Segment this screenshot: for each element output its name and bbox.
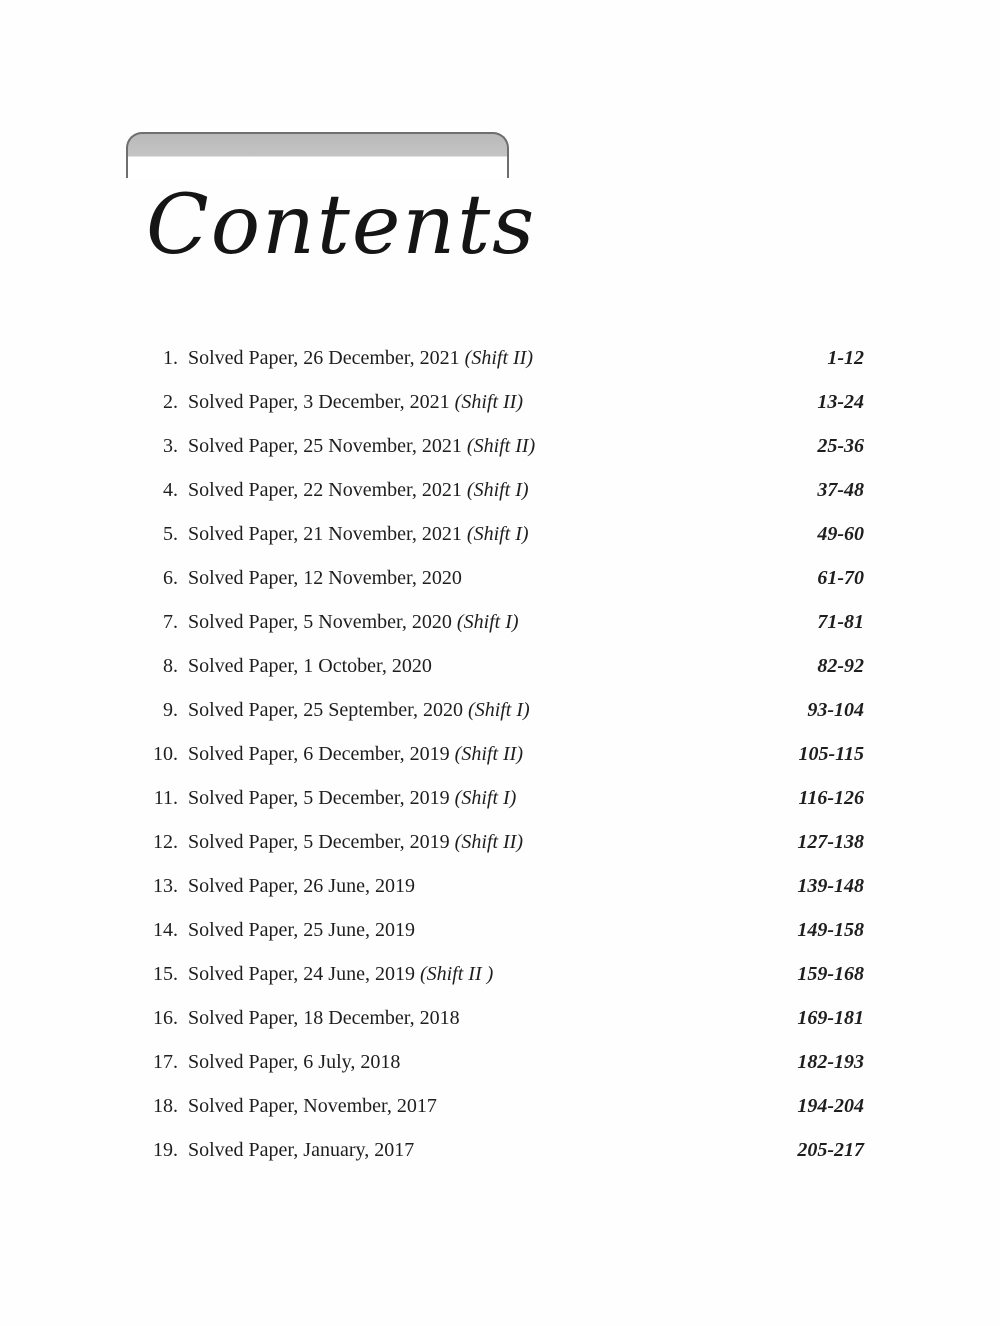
toc-entry-title-line	[188, 688, 530, 732]
toc-entry-pages: 169-181	[797, 1007, 864, 1029]
toc-entry-pages: 116-126	[798, 787, 864, 809]
toc-entry-shift: (Shift I)	[463, 699, 530, 721]
toc-entry-shift: (Shift II)	[461, 435, 536, 457]
toc-entry-pages: 13-24	[817, 391, 864, 413]
table-of-contents	[0, 336, 1000, 1172]
toc-entry-number: 11.	[153, 787, 178, 809]
toc-entry-title: Solved Paper, 18 December, 2018	[188, 1007, 460, 1029]
toc-entry-title: Solved Paper, 6 December, 2019	[188, 743, 450, 765]
toc-entry-number: 2.	[163, 391, 178, 413]
toc-entry-title-line	[188, 644, 432, 688]
toc-entry-number: 1.	[163, 347, 178, 369]
toc-entry-title-line	[188, 336, 533, 380]
toc-entry	[0, 556, 1000, 600]
toc-entry-title: Solved Paper, 26 December, 2021	[188, 347, 460, 369]
toc-entry-title: Solved Paper, 5 December, 2019	[188, 787, 450, 809]
toc-entry-title-line	[188, 820, 523, 864]
toc-entry-number: 6.	[163, 567, 178, 589]
toc-entry	[0, 600, 1000, 644]
toc-entry-pages: 127-138	[797, 831, 864, 853]
toc-entry-title-line	[188, 424, 535, 468]
toc-entry-title: Solved Paper, November, 2017	[188, 1095, 437, 1117]
toc-entry-number: 5.	[163, 523, 178, 545]
toc-entry-title: Solved Paper, 3 December, 2021	[188, 391, 450, 413]
toc-entry-pages: 93-104	[807, 699, 864, 721]
toc-entry-shift: (Shift I)	[449, 787, 517, 809]
toc-entry	[0, 1084, 1000, 1128]
toc-entry-title: Solved Paper, 22 November, 2021	[188, 479, 462, 501]
toc-entry-number: 10.	[153, 743, 178, 765]
toc-entry-title-line	[188, 1084, 437, 1128]
toc-entry	[0, 1128, 1000, 1172]
toc-entry-shift: (Shift I)	[461, 523, 529, 545]
toc-entry-number: 8.	[163, 655, 178, 677]
toc-entry	[0, 688, 1000, 732]
toc-entry	[0, 424, 1000, 468]
toc-entry-title: Solved Paper, 21 November, 2021	[188, 523, 462, 545]
toc-entry-title-line	[188, 512, 529, 556]
toc-entry-pages: 105-115	[798, 743, 864, 765]
toc-entry-title-line	[188, 776, 516, 820]
toc-entry-pages: 71-81	[817, 611, 864, 633]
toc-entry	[0, 820, 1000, 864]
toc-entry-title-line	[188, 996, 460, 1040]
toc-entry-title: Solved Paper, 12 November, 2020	[188, 567, 462, 589]
toc-entry-pages: 149-158	[797, 919, 864, 941]
toc-entry-title-line	[188, 468, 529, 512]
toc-entry-title-line	[188, 1040, 400, 1084]
toc-entry-number: 9.	[163, 699, 178, 721]
toc-entry	[0, 512, 1000, 556]
toc-entry-number: 14.	[153, 919, 178, 941]
toc-entry-title-line	[188, 600, 519, 644]
toc-entry-shift: (Shift II)	[449, 743, 523, 765]
toc-entry-title: Solved Paper, 24 June, 2019	[188, 963, 415, 985]
toc-entry-pages: 61-70	[817, 567, 864, 589]
toc-entry-title-line	[188, 1128, 414, 1172]
toc-entry	[0, 952, 1000, 996]
toc-entry-pages: 25-36	[817, 435, 864, 457]
toc-entry-number: 4.	[163, 479, 178, 501]
toc-entry-shift: (Shift II)	[449, 391, 523, 413]
toc-entry-title-line	[188, 380, 523, 424]
toc-entry-shift: (Shift II)	[459, 347, 533, 369]
toc-entry-pages: 139-148	[797, 875, 864, 897]
toc-entry	[0, 776, 1000, 820]
toc-entry	[0, 380, 1000, 424]
toc-entry-number: 3.	[163, 435, 178, 457]
toc-entry-number: 13.	[153, 875, 178, 897]
toc-entry-title: Solved Paper, 5 November, 2020	[188, 611, 452, 633]
toc-entry	[0, 1040, 1000, 1084]
toc-entry-pages: 82-92	[817, 655, 864, 677]
toc-entry-number: 7.	[163, 611, 178, 633]
toc-entry-title: Solved Paper, January, 2017	[188, 1139, 415, 1161]
toc-entry	[0, 336, 1000, 380]
toc-entry-title-line	[188, 556, 462, 600]
toc-entry-number: 15.	[153, 963, 178, 985]
toc-entry-shift: (Shift II )	[414, 963, 494, 985]
toc-entry	[0, 468, 1000, 512]
toc-entry-title: Solved Paper, 6 July, 2018	[188, 1051, 401, 1073]
toc-entry-shift: (Shift I)	[461, 479, 529, 501]
toc-entry-title: Solved Paper, 25 November, 2021	[188, 435, 462, 457]
toc-entry-number: 12.	[153, 831, 178, 853]
toc-entry	[0, 864, 1000, 908]
toc-entry-number: 17.	[153, 1051, 178, 1073]
toc-entry-number: 19.	[153, 1139, 178, 1161]
toc-entry-number: 16.	[153, 1007, 178, 1029]
toc-entry-title: Solved Paper, 1 October, 2020	[188, 655, 432, 677]
toc-entry-title: Solved Paper, 25 June, 2019	[188, 919, 415, 941]
page-title: Contents	[146, 178, 537, 273]
heading-tab-decoration	[126, 132, 509, 178]
toc-entry-pages: 49-60	[817, 523, 864, 545]
toc-entry-shift: (Shift II)	[449, 831, 523, 853]
toc-entry-title-line	[188, 952, 493, 996]
toc-entry-title-line	[188, 908, 415, 952]
toc-entry-pages: 205-217	[797, 1139, 864, 1161]
toc-entry-pages: 37-48	[817, 479, 864, 501]
toc-entry	[0, 908, 1000, 952]
toc-entry	[0, 996, 1000, 1040]
toc-entry-pages: 182-193	[797, 1051, 864, 1073]
toc-entry-title: Solved Paper, 5 December, 2019	[188, 831, 450, 853]
toc-entry-shift: (Shift I)	[451, 611, 519, 633]
toc-entry-number: 18.	[153, 1095, 178, 1117]
toc-entry-title: Solved Paper, 25 September, 2020	[188, 699, 464, 721]
toc-entry	[0, 644, 1000, 688]
toc-entry-title-line	[188, 864, 415, 908]
toc-entry-pages: 1-12	[827, 347, 864, 369]
toc-entry-pages: 194-204	[797, 1095, 864, 1117]
toc-entry-title-line	[188, 732, 523, 776]
toc-entry-pages: 159-168	[797, 963, 864, 985]
toc-entry-title: Solved Paper, 26 June, 2019	[188, 875, 415, 897]
toc-entry	[0, 732, 1000, 776]
